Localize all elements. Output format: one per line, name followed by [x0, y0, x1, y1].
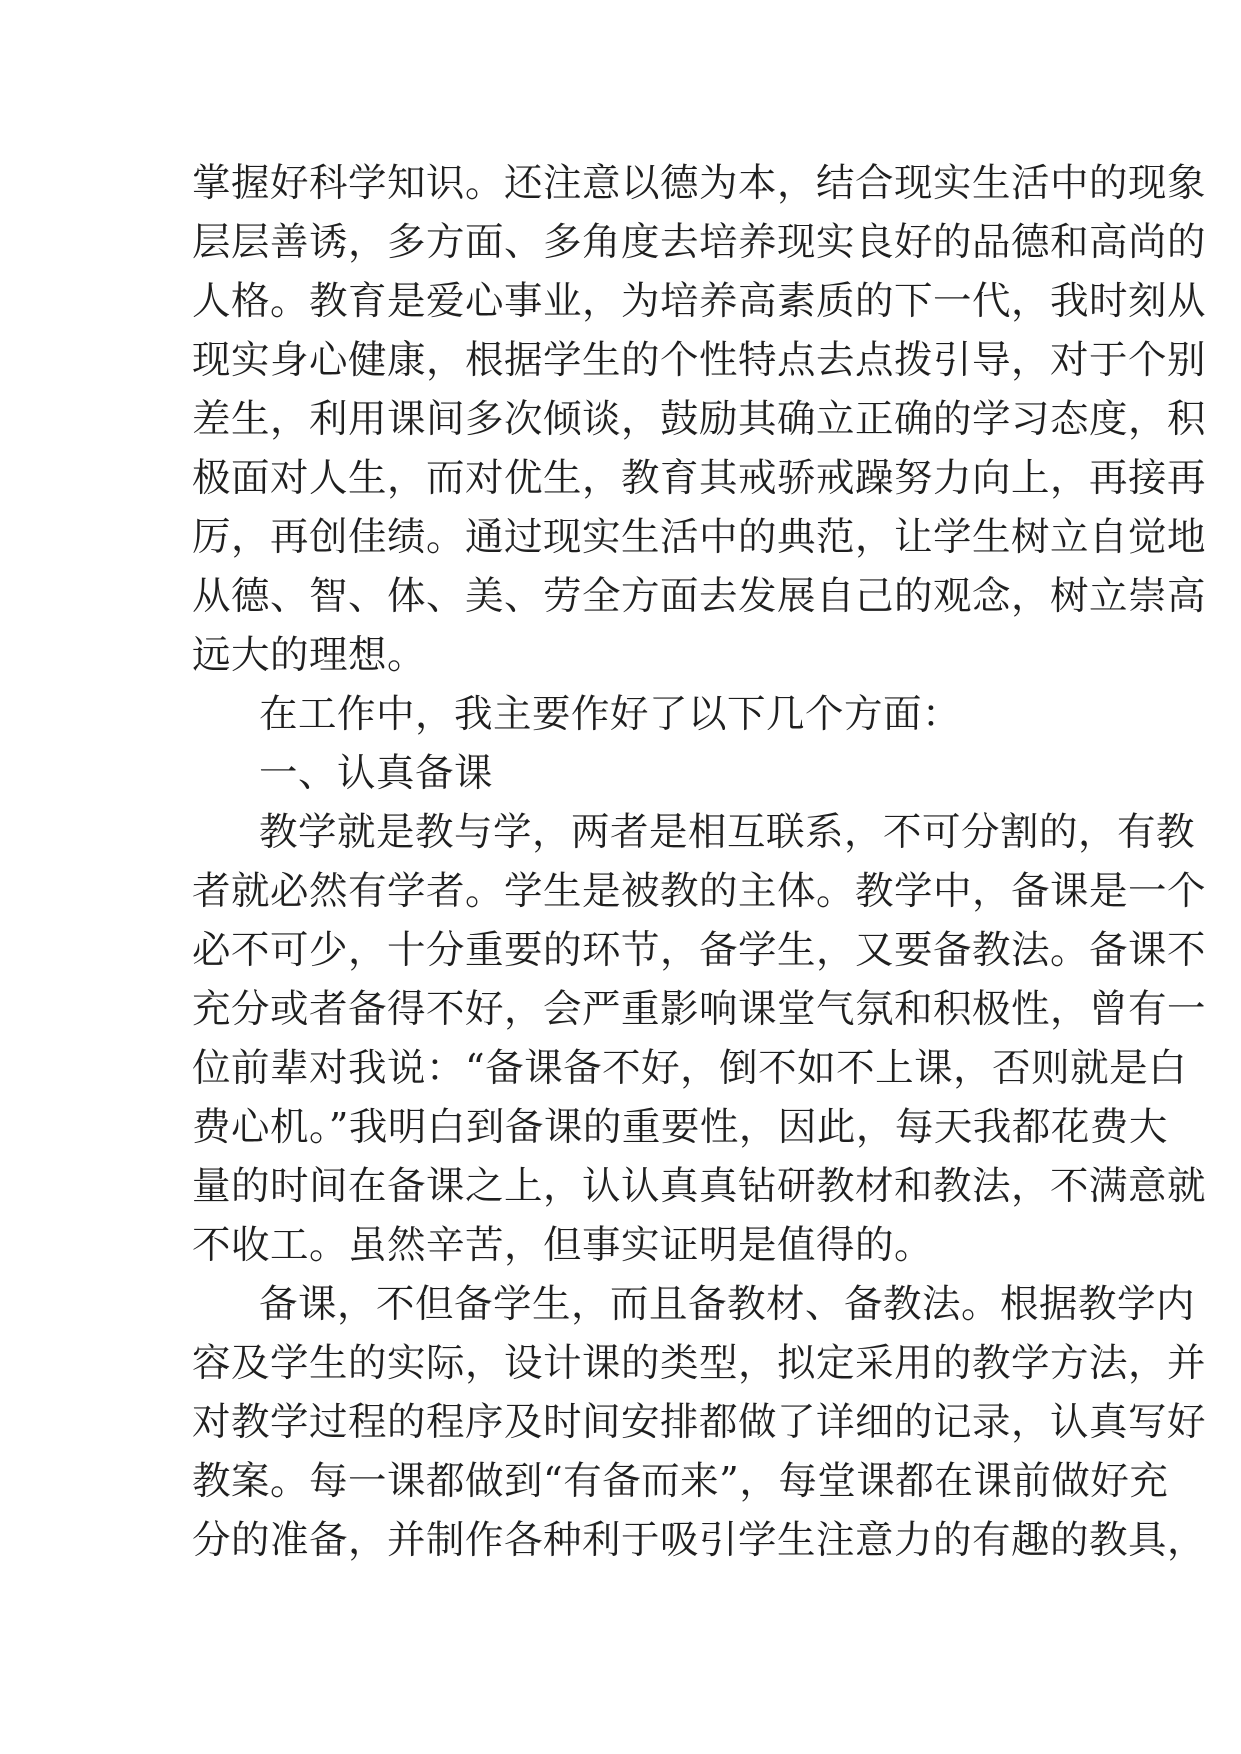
- text-line: 对教学过程的程序及时间安排都做了详细的记录，认真写好: [192, 1400, 1207, 1445]
- text-line: 量的时间在备课之上，认认真真钻研教材和教法，不满意就: [192, 1164, 1207, 1209]
- text-line: 掌握好科学知识。还注意以德为本，结合现实生活中的现象: [192, 161, 1207, 206]
- text-line: 人格。教育是爱心事业，为培养高素质的下一代，我时刻从: [192, 279, 1207, 324]
- section-heading: 一、认真备课: [259, 751, 494, 796]
- text-line: 位前辈对我说：“备课备不好，倒不如不上课，否则就是白: [192, 1046, 1188, 1091]
- text-line: 分的准备，并制作各种利于吸引学生注意力的有趣的教具，: [192, 1518, 1207, 1563]
- document-body: [192, 154, 1207, 1570]
- text-line: 充分或者备得不好，会严重影响课堂气氛和积极性，曾有一: [192, 987, 1207, 1032]
- text-line: 远大的理想。: [192, 633, 427, 678]
- text-line: 必不可少，十分重要的环节，备学生，又要备教法。备课不: [192, 928, 1207, 973]
- text-line: 容及学生的实际，设计课的类型，拟定采用的教学方法，并: [192, 1341, 1207, 1386]
- text-line: 者就必然有学者。学生是被教的主体。教学中，备课是一个: [192, 869, 1207, 914]
- text-line: 不收工。虽然辛苦，但事实证明是值得的。: [192, 1223, 934, 1268]
- text-line: 差生，利用课间多次倾谈，鼓励其确立正确的学习态度，积: [192, 397, 1207, 442]
- paragraph-start-line: 在工作中，我主要作好了以下几个方面：: [259, 692, 962, 737]
- text-line: 厉，再创佳绩。通过现实生活中的典范，让学生树立自觉地: [192, 515, 1207, 560]
- text-line: 费心机。”我明白到备课的重要性，因此，每天我都花费大: [192, 1105, 1168, 1150]
- text-line: 层层善诱，多方面、多角度去培养现实良好的品德和高尚的: [192, 220, 1207, 265]
- text-line: 教案。每一课都做到“有备而来”，每堂课都在课前做好充: [192, 1459, 1169, 1504]
- paragraph-start-line: 备课，不但备学生，而且备教材、备教法。根据教学内: [259, 1282, 1196, 1327]
- paragraph-start-line: 教学就是教与学，两者是相互联系，不可分割的，有教: [259, 810, 1196, 855]
- text-line: 现实身心健康，根据学生的个性特点去点拨引导，对于个别: [192, 338, 1207, 383]
- text-line: 从德、智、体、美、劳全方面去发展自己的观念，树立崇高: [192, 574, 1207, 619]
- text-line: 极面对人生，而对优生，教育其戒骄戒躁努力向上，再接再: [192, 456, 1207, 501]
